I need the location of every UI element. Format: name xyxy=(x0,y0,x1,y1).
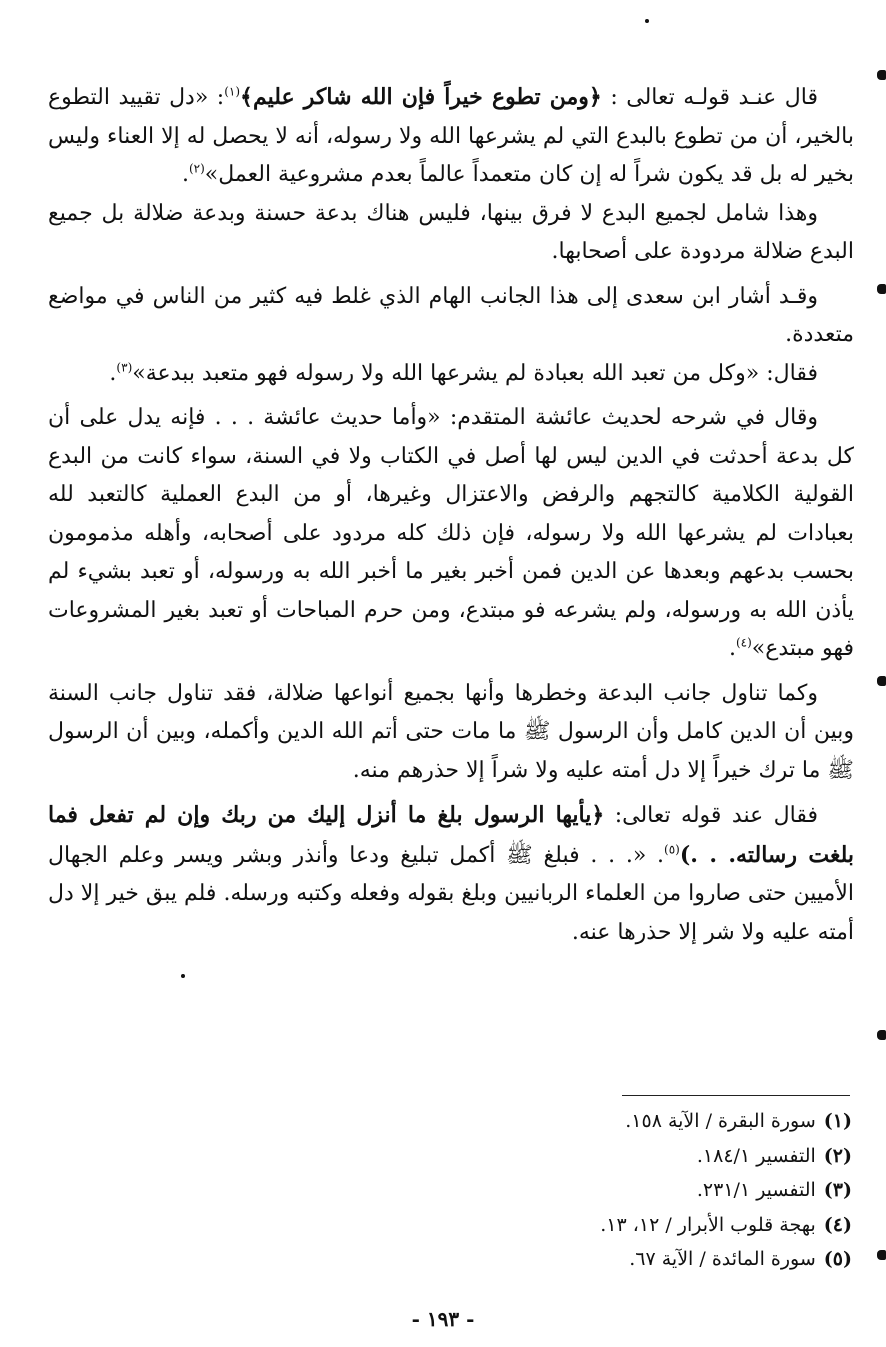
paragraph xyxy=(48,796,854,952)
scan-edge-mark xyxy=(877,284,886,294)
page-number: - ١٩٣ - xyxy=(411,1307,475,1331)
paragraph-text: فقال: «وكل من تعبد الله بعبادة لم يشرعها الله ولا رسوله فهو متعبد ببدعة» xyxy=(132,360,818,386)
footnote-ref: (٤) xyxy=(735,635,752,650)
footnote-number: (٢) xyxy=(823,1144,852,1167)
quran-quote: ﴿يأيها الرسول بلغ ما أنزل إليك من ربك وإن لم تفعل فما بلغت رسالته. . .) xyxy=(48,802,854,868)
footnote-number: (١) xyxy=(823,1110,852,1132)
paragraph-text: . «. . . فبلغ ﷺ أكمل تبليغ ودعا وأنذر وبشر ويسر وعلم الجهال الأميين حتى صاروا من العلماء الربانيين وبلغ بقوله وفعله وكتبه ورسله. فلم يبق خير إلا دل أمته عليه ولا شر إلا حذرها عنه. xyxy=(48,842,854,945)
footnote-text: سورة المائدة / الآية ٦٧. xyxy=(629,1248,816,1270)
footnote-text: التفسير ٢٣١/١. xyxy=(696,1179,816,1201)
main-text xyxy=(48,78,854,952)
footnote-ref: (٢) xyxy=(188,161,205,176)
scan-edge-mark xyxy=(877,70,886,80)
footnote-text: بهجة قلوب الأبرار / ١٢، ١٣. xyxy=(600,1213,816,1236)
footnote-text: سورة البقرة / الآية ١٥٨. xyxy=(625,1110,816,1132)
paragraph xyxy=(48,78,854,195)
paragraph-text: وقـد أشار ابن سعدى إلى هذا الجانب الهام الذي غلط فيه كثير من الناس في مواضع متعددة. xyxy=(48,283,854,347)
footnote-ref: (٥) xyxy=(664,842,680,857)
paragraph-text: قال عنـد قولـه تعالى : xyxy=(601,85,818,110)
paragraph-text: : «دل تقييد التطوع بالخير، أن من تطوع بالبدع التي لم يشرعها الله ولا رسوله، أنه لا يحصل له إلا العناء وليس بخير له بل قد يكون شراً له إن كان متعمداً عالماً بعدم مشروعية العمل» xyxy=(48,85,854,187)
footnotes xyxy=(352,1104,852,1277)
paragraph xyxy=(48,675,854,791)
paragraph-text: فقال عند قوله تعالى: xyxy=(604,803,818,828)
footnote xyxy=(352,1104,852,1139)
footnote-separator xyxy=(622,1095,850,1096)
footnote-ref: (٣) xyxy=(116,360,133,375)
paragraph-text: وهذا شامل لجميع البدع لا فرق بينها، فليس هناك بدعة حسنة وبدعة ضلالة بل جميع البدع ضلالة مردودة على أصحابها. xyxy=(48,200,854,264)
paragraph xyxy=(48,399,854,669)
footnote-ref: (١) xyxy=(224,84,241,99)
footnote xyxy=(352,1139,852,1174)
footnote-number: (٣) xyxy=(823,1179,852,1201)
footnote xyxy=(352,1208,852,1243)
scan-edge-mark xyxy=(877,1030,886,1040)
paragraph-text: . xyxy=(109,360,117,386)
scan-edge-mark xyxy=(877,676,886,686)
paragraph xyxy=(48,195,854,272)
paragraph-text: . xyxy=(728,636,736,661)
paragraph-text: وقال في شرحه لحديث عائشة المتقدم: «وأما حديث عائشة . . . فإنه يدل على أن كل بدعة أحدثت في الدين ليس لها أصل في الكتاب ولا في السنة، سواء كانت من البدع القولية الكلامية كالتجهم والرفض والاعتزال وغيرها، أو من البدع العملية كالتعبد لله بعبادات لم يشرعها الله ولا رسوله، فإن ذلك كله مردود على أصحابه، وأهله مذمومون بحسب بدعهم وبعدها عن الدين فمن أخبر بغير ما أخبر الله به ورسوله، أو تعبد بشيء لم يأذن الله به ورسوله، ولم يشرعه فو مبتدع، ومن حرم المباحات أو تعبد بغير المشروعات فهو مبتدع» xyxy=(48,405,854,661)
paragraph xyxy=(48,355,854,394)
footnote xyxy=(352,1173,852,1208)
footnote-text: التفسير ١٨٤/١. xyxy=(696,1144,816,1167)
quran-quote: ﴿ومن تطوع خيراً فإن الله شاكر عليم﴾ xyxy=(240,84,602,110)
footnote xyxy=(352,1242,852,1277)
scan-speck xyxy=(181,974,185,978)
paragraph xyxy=(48,278,854,355)
scan-edge-mark xyxy=(877,1250,886,1260)
footnote-number: (٥) xyxy=(823,1248,852,1270)
footnote-number: (٤) xyxy=(823,1213,852,1236)
paragraph-text: وكما تناول جانب البدعة وخطرها وأنها بجميع أنواعها ضلالة، فقد تناول جانب السنة وبين أن الدين كامل وأن الرسول ﷺ ما مات حتى أتم الله الدين وأكمله، وبين أن الرسول ﷺ ما ترك خيراً إلا دل أمته عليه ولا شراً إلا حذرهم منه. xyxy=(48,680,854,783)
paragraph-text: . xyxy=(181,162,189,187)
scan-speck xyxy=(645,19,649,23)
